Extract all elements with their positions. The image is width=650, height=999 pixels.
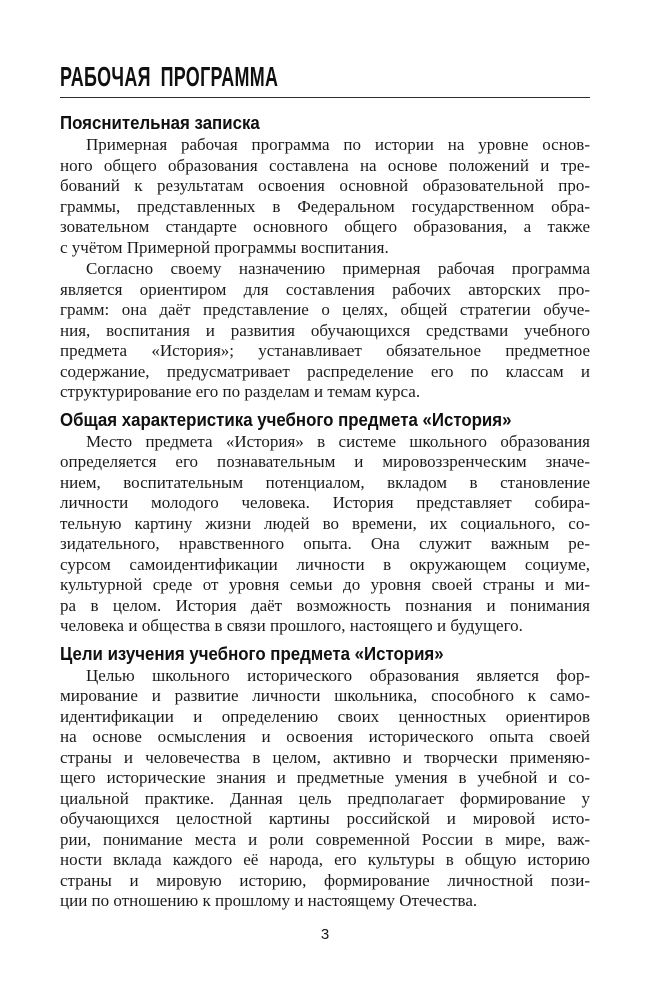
text-line: циальной практике. Данная цель предполагает формирование у <box>60 788 590 808</box>
text-line: щего исторические знания и предметные умения в учебной и со- <box>60 768 590 787</box>
text-line: с учётом Примерной программы воспитания. <box>60 237 389 257</box>
page-content <box>60 62 590 943</box>
section-heading: Общая характеристика учебного предмета «История» <box>60 408 512 430</box>
text-line: Примерная рабочая программа по истории на уровне основ- <box>86 135 590 154</box>
text-line: культурной среде от уровня семьи до уровня своей страны и ми- <box>60 575 590 594</box>
section-subject-characteristics <box>60 409 590 637</box>
title-rule <box>60 97 590 98</box>
text-line: страны и человечества в целом, активно и творчески применяю- <box>60 747 590 767</box>
text-line: сурсом самоидентификации личности в окружающем социуме, <box>60 554 590 574</box>
text-line: рии, понимание места и роли современной России в мире, важ- <box>60 829 590 849</box>
text-line: Целью школьного исторического образования является фор- <box>86 665 590 685</box>
text-line: определяется его познавательным и мировоззренческим значе- <box>60 452 590 471</box>
text-line: бований к результатам освоения основной образовательной про- <box>60 176 590 195</box>
text-line: ния, воспитания и развития обучающихся средствами учебного <box>60 320 590 340</box>
text-line: ции по отношению к прошлому и настоящему Отечества. <box>60 891 478 910</box>
text-line: страны и мировую историю, формирование личностной пози- <box>60 870 590 890</box>
text-line: обучающихся целостной картины российской и мировой исто- <box>60 809 590 828</box>
text-line: зидательного, нравственного опыта. Она служит важным ре- <box>60 534 590 553</box>
text-line: Место предмета «История» в системе школьного образования <box>86 431 590 451</box>
text-line: грамм: она даёт представление о целях, общей стратегии обуче- <box>60 300 590 319</box>
text-line: на основе осмысления и освоения исторического опыта своей <box>60 727 590 746</box>
paragraph <box>60 258 590 403</box>
text-line: содержание, предусматривает распределение его по классам и <box>60 361 590 381</box>
page-title: РАБОЧАЯ ПРОГРАММА <box>60 61 279 92</box>
text-line: нием, воспитательным потенциалом, вкладом в становление <box>60 472 590 492</box>
text-line: предмета «История»; устанавливает обязательное предметное <box>60 341 590 360</box>
paragraph <box>60 431 590 637</box>
text-line: является ориентиром для составления рабочих авторских про- <box>60 279 590 299</box>
paragraph <box>60 134 590 258</box>
text-line: человека и общества в связи прошлого, настоящего и будущего. <box>60 616 523 635</box>
section-heading: Пояснительная записка <box>60 112 260 133</box>
section-heading: Цели изучения учебного предмета «История» <box>60 642 444 664</box>
text-line: личности молодого человека. История представляет собира- <box>60 493 590 512</box>
page-number: 3 <box>320 925 330 943</box>
text-line: структурирование его по разделам и темам курса. <box>60 382 421 401</box>
text-line: ности вклада каждого её народа, его культуры в общую историю <box>60 850 590 869</box>
text-line: мирование и развитие личности школьника, способного к само- <box>60 686 590 705</box>
text-line: Согласно своему назначению примерная рабочая программа <box>86 259 590 278</box>
paragraph <box>60 665 590 912</box>
text-line: граммы, представленных в Федеральном государственном обра- <box>60 196 590 216</box>
section-explanatory-note <box>60 112 590 403</box>
section-study-goals <box>60 643 590 912</box>
text-line: ра в целом. История даёт возможность познания и понимания <box>60 595 590 615</box>
text-line: тельную картину жизни людей во времени, их социального, со- <box>60 513 590 533</box>
text-line: зовательном стандарте основного общего образования, а также <box>60 217 590 236</box>
text-line: идентификации и определению своих ценностных ориентиров <box>60 706 590 726</box>
text-line: ного общего образования составлена на основе положений и тре- <box>60 155 590 175</box>
